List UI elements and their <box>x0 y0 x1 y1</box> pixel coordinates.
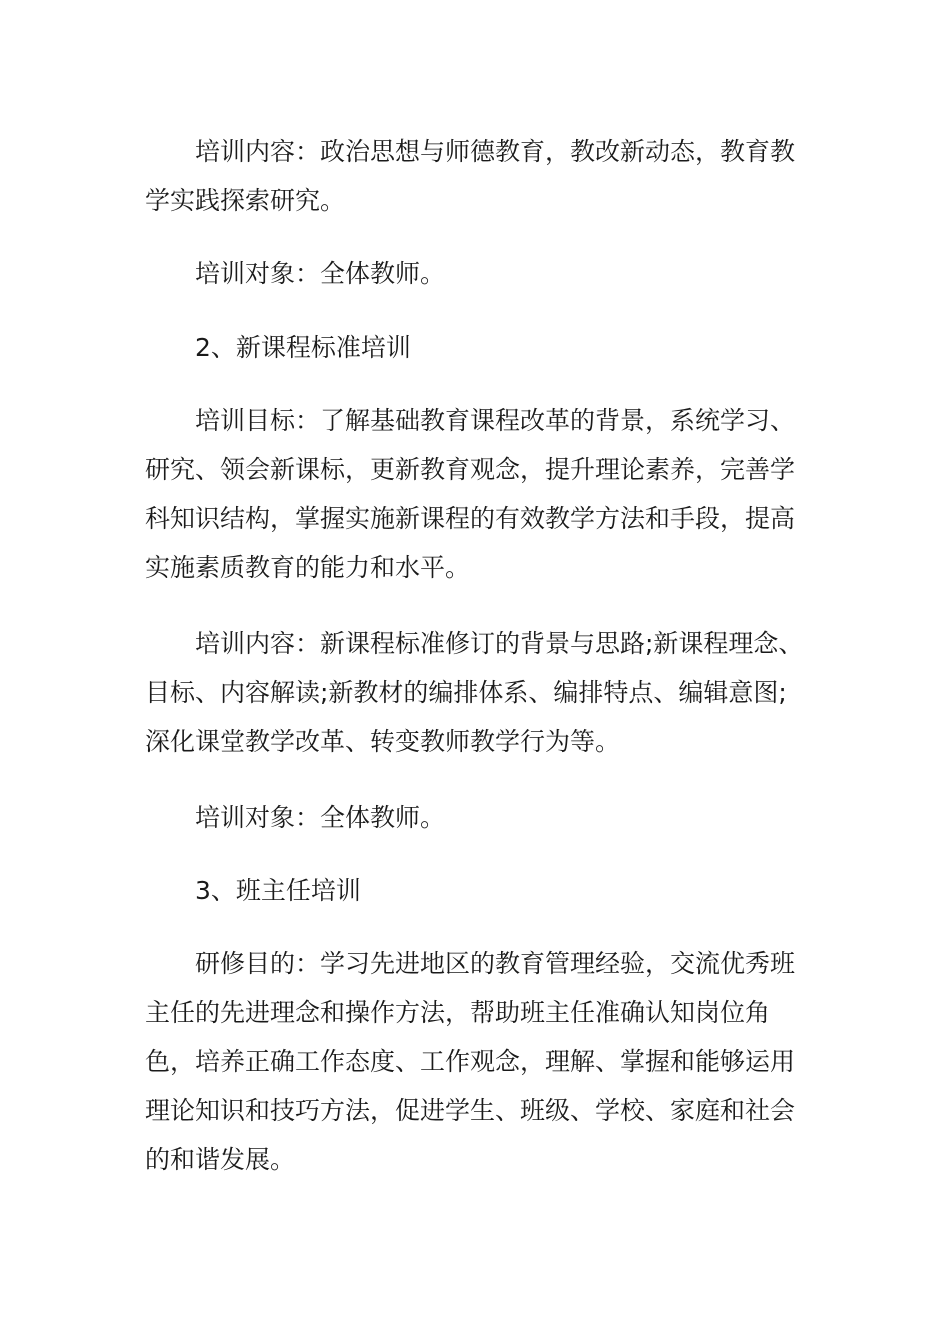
paragraph-training-goal: 培训目标：了解基础教育课程改革的背景，系统学习、研究、领会新课标，更新教育观念，提升理论素养，完善学科知识结构，掌握实施新课程的有效教学方法和手段，提高实施素质教育的能力和水平。 <box>145 406 796 582</box>
paragraph-training-audience-1: 培训对象：全体教师。 <box>195 259 446 288</box>
paragraph-training-content-1: 培训内容：政治思想与师德教育，教改新动态，教育教学实践探索研究。 <box>145 137 796 215</box>
section-heading-class-teacher: 3、班主任培训 <box>195 876 361 905</box>
paragraph-training-audience-2: 培训对象：全体教师。 <box>195 803 446 832</box>
paragraph-study-purpose: 研修目的：学习先进地区的教育管理经验，交流优秀班主任的先进理念和操作方法，帮助班主任准确认知岗位角色，培养正确工作态度、工作观念，理解、掌握和能够运用理论知识和技巧方法，促进学生、班级、学校、家庭和社会的和谐发展。 <box>145 949 796 1174</box>
section-heading-new-curriculum: 2、新课程标准培训 <box>195 333 411 362</box>
paragraph-training-content-2: 培训内容：新课程标准修订的背景与思路;新课程理念、目标、内容解读;新教材的编排体系、编排特点、编辑意图;深化课堂教学改革、转变教师教学行为等。 <box>145 629 804 756</box>
